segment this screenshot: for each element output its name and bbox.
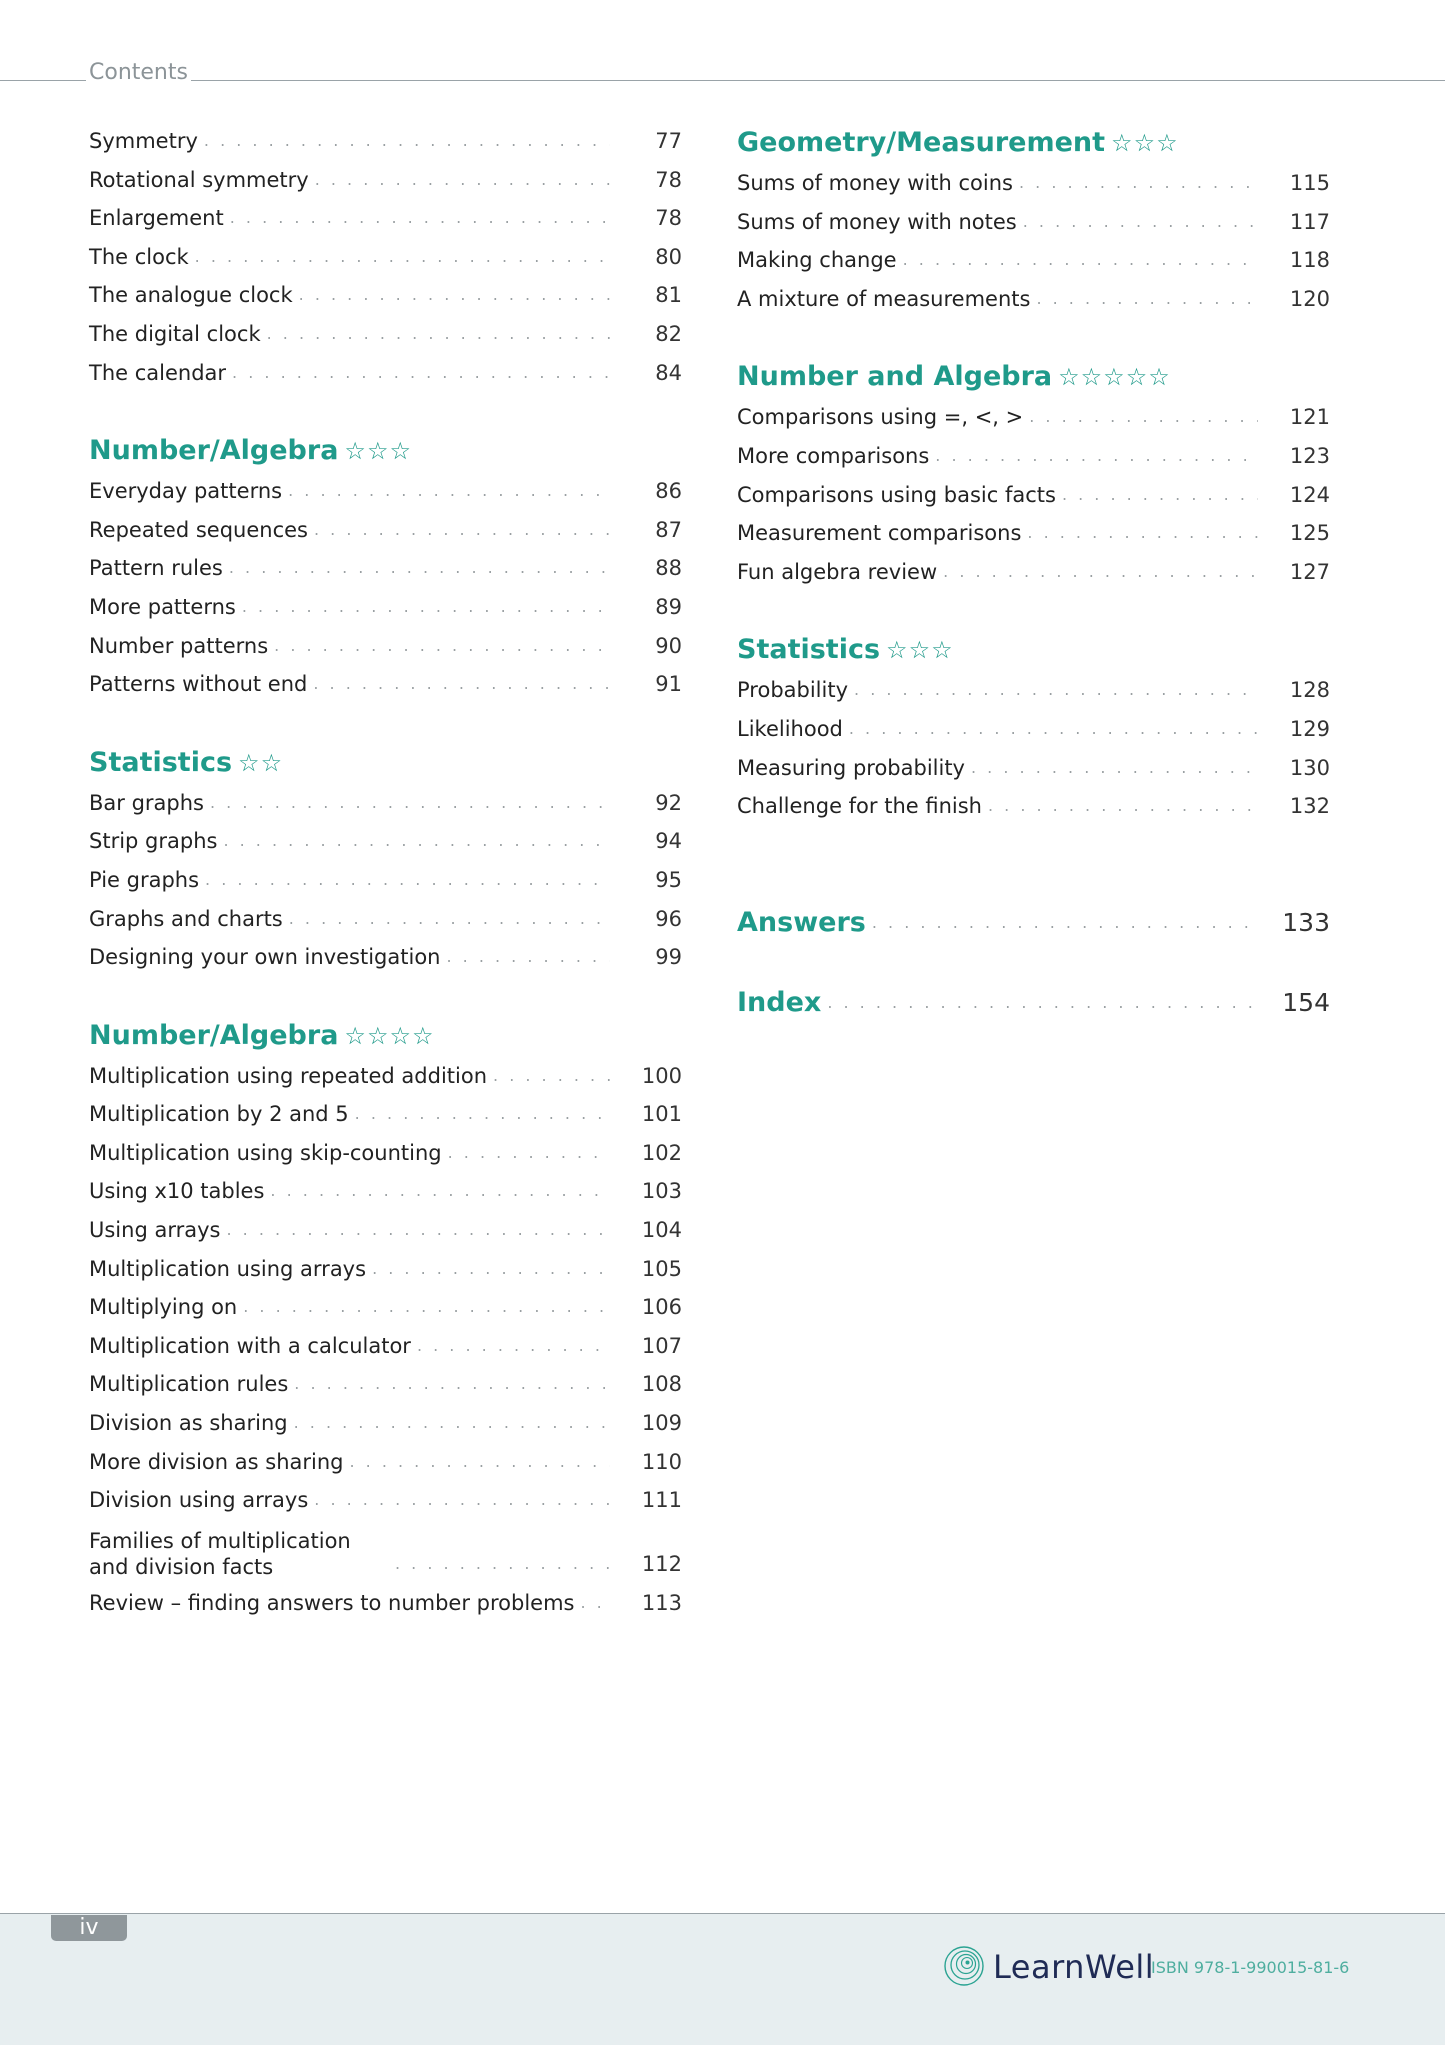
toc-entry-page: 88 <box>655 556 682 581</box>
toc-entry[interactable] <box>89 861 682 900</box>
section-heading <box>737 356 1330 398</box>
section-heading <box>89 1015 682 1057</box>
star-rating-icon: ☆☆☆ <box>886 636 954 665</box>
toc-entry-label: Multiplication using arrays <box>89 1256 367 1281</box>
toc-entry[interactable] <box>89 627 682 666</box>
toc-entry[interactable] <box>89 1211 682 1250</box>
toc-section-number-algebra-4 <box>89 1015 682 1623</box>
dot-leader <box>1019 164 1258 203</box>
toc-entry-label: More comparisons <box>737 443 930 468</box>
toc-entry-label: Multiplication using skip-counting <box>89 1140 442 1165</box>
toc-entry[interactable] <box>89 1288 682 1327</box>
dot-leader <box>210 784 610 823</box>
dot-leader <box>395 1545 610 1584</box>
section-title: Number/Algebra <box>89 1019 339 1051</box>
toc-entry[interactable] <box>89 161 682 200</box>
toc-entry-label: More patterns <box>89 594 236 619</box>
toc-entry[interactable] <box>737 280 1330 319</box>
toc-entry[interactable] <box>89 238 682 277</box>
star-rating-icon: ☆☆☆ <box>344 437 412 466</box>
toc-entry-label: Symmetry <box>89 129 198 153</box>
dot-leader <box>274 627 610 666</box>
toc-entry-label: Review – finding answers to number problems <box>89 1590 575 1615</box>
page-header <box>0 58 1445 88</box>
toc-entry[interactable] <box>89 472 682 511</box>
toc-entry-page: 128 <box>1289 678 1330 703</box>
dot-leader <box>827 981 1258 1025</box>
toc-intro-section <box>89 122 682 392</box>
toc-entry[interactable] <box>737 398 1330 437</box>
section-heading <box>737 122 1330 164</box>
dot-leader <box>349 1443 610 1482</box>
toc-entry-label: Patterns without end <box>89 672 308 697</box>
toc-entry-page: 115 <box>1289 171 1330 195</box>
dot-leader <box>1023 203 1258 242</box>
toc-entry-label: Multiplication rules <box>89 1372 289 1397</box>
toc-entry-label: Fun algebra review <box>737 559 938 584</box>
isbn-text: ISBN 978-1-990015-81-6 <box>1151 1958 1350 1977</box>
toc-entry-page: 101 <box>641 1102 682 1127</box>
toc-entry-label: Comparisons using basic facts <box>737 482 1056 507</box>
toc-entry-page: 118 <box>1289 248 1330 273</box>
toc-entry-page: 77 <box>655 129 682 153</box>
toc-section-number-and-algebra-5 <box>737 356 1330 591</box>
toc-entry-page: 81 <box>655 283 682 308</box>
toc-entry-label: The clock <box>89 244 189 269</box>
toc-entry-page: 103 <box>641 1179 682 1204</box>
toc-entry-label: Index <box>737 986 822 1018</box>
toc-entry-page: 107 <box>641 1333 682 1358</box>
dot-leader <box>229 549 610 588</box>
dot-leader <box>270 1172 610 1211</box>
toc-entry[interactable] <box>737 710 1330 749</box>
page-footer <box>0 1913 1445 2045</box>
toc-entry-label: Sums of money with coins <box>737 171 1013 195</box>
toc-entry-label: Bar graphs <box>89 790 204 815</box>
toc-entry[interactable] <box>737 437 1330 476</box>
toc-entry-page: 86 <box>655 479 682 504</box>
toc-entry-label: Using arrays <box>89 1218 221 1243</box>
dot-leader <box>988 787 1258 826</box>
dot-leader <box>872 901 1258 945</box>
toc-entry-label: Measuring probability <box>737 755 965 780</box>
toc-entry-label: Answers <box>737 906 866 938</box>
toc-entry-label: Number patterns <box>89 633 269 658</box>
toc-entry-page: 130 <box>1289 755 1330 780</box>
toc-entry-page: 82 <box>655 321 682 346</box>
toc-entry[interactable] <box>737 749 1330 788</box>
brand-name: LearnWell <box>993 1948 1155 1986</box>
toc-entry[interactable] <box>737 203 1330 242</box>
toc-entry[interactable] <box>89 665 682 704</box>
toc-entry-page: 92 <box>655 790 682 815</box>
toc-entry-page: 108 <box>641 1372 682 1397</box>
toc-entry-page: 129 <box>1289 716 1330 741</box>
dot-leader <box>417 1327 610 1366</box>
toc-entry-page: 94 <box>655 829 682 854</box>
toc-entry-page: 154 <box>1282 987 1330 1017</box>
toc-entry[interactable] <box>89 900 682 939</box>
toc-entry[interactable] <box>89 1172 682 1211</box>
toc-entry-label: Strip graphs <box>89 829 218 854</box>
dot-leader <box>294 1404 610 1443</box>
dot-leader <box>854 671 1258 710</box>
toc-entry-page: 80 <box>655 244 682 269</box>
toc-entry-page: 95 <box>655 867 682 892</box>
dot-leader <box>1062 476 1258 515</box>
toc-entry[interactable] <box>89 822 682 861</box>
toc-entry-label: Making change <box>737 248 897 273</box>
toc-entry[interactable] <box>89 511 682 550</box>
toc-entry-label: The analogue clock <box>89 283 293 308</box>
toc-entry[interactable] <box>89 122 682 161</box>
section-title: Statistics <box>89 746 233 778</box>
toc-entry-page: 91 <box>655 672 682 697</box>
toc-entry-page: 105 <box>641 1256 682 1281</box>
toc-entry[interactable] <box>737 787 1330 826</box>
header-rule <box>0 80 1445 81</box>
toc-entry-page: 89 <box>655 594 682 619</box>
contents-right-column <box>737 122 1330 1025</box>
toc-entry[interactable] <box>89 1404 682 1443</box>
toc-entry-page: 125 <box>1289 521 1330 546</box>
toc-entry-label: A mixture of measurements <box>737 286 1031 311</box>
page-number-tab: iv <box>51 1915 127 1941</box>
toc-section-geometry-measurement <box>737 122 1330 318</box>
dot-leader <box>1029 398 1258 437</box>
toc-entry[interactable] <box>89 588 682 627</box>
toc-entry[interactable] <box>737 553 1330 592</box>
toc-entry-page: 123 <box>1289 443 1330 468</box>
dot-leader <box>314 511 610 550</box>
dot-leader <box>195 238 610 277</box>
toc-entry-page: 110 <box>641 1449 682 1474</box>
contents-left-column <box>89 122 682 1622</box>
toc-entry[interactable] <box>89 1134 682 1173</box>
toc-entry-page: 96 <box>655 906 682 931</box>
dot-leader <box>446 938 610 977</box>
dot-leader <box>204 122 610 161</box>
toc-entry[interactable] <box>89 938 682 977</box>
toc-entry-index[interactable] <box>737 981 1330 1025</box>
dot-leader <box>935 437 1258 476</box>
toc-entry-label: Pie graphs <box>89 867 200 892</box>
section-title: Statistics <box>737 634 881 666</box>
toc-entry-page: 87 <box>655 517 682 542</box>
toc-entry[interactable] <box>89 199 682 238</box>
toc-entry-page: 133 <box>1282 907 1330 937</box>
toc-section-number-algebra-3 <box>89 430 682 704</box>
toc-entry-label: Families of multiplication and division facts <box>89 1528 351 1579</box>
dot-leader <box>903 241 1258 280</box>
toc-entry[interactable] <box>89 354 682 393</box>
section-title: Geometry/Measurement <box>737 127 1106 158</box>
toc-entry-label: Sums of money with notes <box>737 209 1017 234</box>
toc-entry-label: Pattern rules <box>89 556 223 581</box>
spiral-logo-icon <box>943 1945 985 1987</box>
toc-entry[interactable] <box>89 784 682 823</box>
toc-entry-label: Enlargement <box>89 206 224 231</box>
toc-entry-label: Multiplication by 2 and 5 <box>89 1102 349 1127</box>
toc-entry-page: 100 <box>641 1063 682 1088</box>
toc-entry[interactable] <box>737 164 1330 203</box>
toc-entry-page: 99 <box>655 945 682 970</box>
dot-leader <box>971 749 1258 788</box>
toc-section-statistics-2 <box>89 742 682 977</box>
toc-entry-page: 104 <box>641 1218 682 1243</box>
toc-entry[interactable] <box>89 549 682 588</box>
toc-entry-answers[interactable] <box>737 901 1330 945</box>
section-title: Number and Algebra <box>737 361 1053 393</box>
toc-entry[interactable] <box>89 1584 682 1623</box>
toc-entry-label: Designing your own investigation <box>89 945 441 970</box>
toc-entry-page: 117 <box>1289 209 1330 234</box>
toc-entry-page: 109 <box>641 1411 682 1436</box>
footer-rule <box>0 1913 1445 1914</box>
toc-entry-page: 84 <box>655 360 682 385</box>
dot-leader <box>355 1095 610 1134</box>
section-heading <box>89 430 682 472</box>
dot-leader <box>288 472 610 511</box>
toc-entry-label: Using x10 tables <box>89 1179 265 1204</box>
toc-entry-page: 113 <box>641 1590 682 1615</box>
toc-entry-page: 102 <box>641 1140 682 1165</box>
toc-entry-label: More division as sharing <box>89 1449 344 1474</box>
toc-entry-page: 120 <box>1289 286 1330 311</box>
star-rating-icon: ☆☆☆☆☆ <box>1058 363 1171 392</box>
toc-entry-label: Multiplication using repeated addition <box>89 1063 488 1088</box>
toc-entry[interactable] <box>89 1250 682 1289</box>
toc-entry-page: 127 <box>1289 559 1330 584</box>
toc-entry-page: 106 <box>641 1295 682 1320</box>
dot-leader <box>493 1057 610 1096</box>
toc-entry-label: Graphs and charts <box>89 906 283 931</box>
toc-entry-label: Repeated sequences <box>89 517 308 542</box>
dot-leader <box>294 1365 610 1404</box>
toc-entry[interactable] <box>737 241 1330 280</box>
toc-entry-label: Division using arrays <box>89 1488 309 1513</box>
toc-entry-label: Division as sharing <box>89 1411 288 1436</box>
toc-entry-label: The digital clock <box>89 321 261 346</box>
toc-entry-label: Multiplying on <box>89 1295 238 1320</box>
dot-leader <box>943 553 1258 592</box>
dot-leader <box>299 276 610 315</box>
toc-entry-page: 78 <box>655 167 682 192</box>
toc-entry-page: 90 <box>655 633 682 658</box>
dot-leader <box>289 900 610 939</box>
dot-leader <box>223 822 610 861</box>
dot-leader <box>315 161 610 200</box>
star-rating-icon: ☆☆☆ <box>1111 129 1179 157</box>
toc-entry[interactable] <box>89 315 682 354</box>
dot-leader <box>448 1134 610 1173</box>
dot-leader <box>205 861 610 900</box>
dot-leader <box>372 1250 610 1289</box>
toc-entry[interactable] <box>737 476 1330 515</box>
dot-leader <box>314 1481 610 1520</box>
toc-entry-label: Challenge for the finish <box>737 794 982 819</box>
dot-leader <box>849 710 1258 749</box>
dot-leader <box>230 199 610 238</box>
dot-leader <box>313 665 610 704</box>
toc-entry-label: Likelihood <box>737 716 843 741</box>
dot-leader <box>1036 280 1258 319</box>
toc-entry[interactable] <box>89 1481 682 1520</box>
section-heading <box>89 742 682 784</box>
toc-entry-label: The calendar <box>89 360 227 385</box>
toc-entry[interactable] <box>89 1443 682 1482</box>
toc-entry[interactable] <box>89 1520 682 1584</box>
toc-entry-page: 111 <box>641 1488 682 1513</box>
star-rating-icon: ☆☆ <box>238 748 284 777</box>
section-title: Number/Algebra <box>89 435 339 467</box>
toc-entry[interactable] <box>89 1095 682 1134</box>
toc-entry-label: Everyday patterns <box>89 479 283 504</box>
toc-entry-page: 78 <box>655 206 682 231</box>
section-heading <box>737 629 1330 671</box>
dot-leader <box>242 588 610 627</box>
toc-entry[interactable] <box>89 276 682 315</box>
toc-entry[interactable] <box>737 671 1330 710</box>
toc-entry-page: 121 <box>1289 405 1330 430</box>
toc-entry[interactable] <box>89 1365 682 1404</box>
star-rating-icon: ☆☆☆☆ <box>344 1021 435 1050</box>
toc-entry[interactable] <box>89 1327 682 1366</box>
dot-leader <box>226 1211 610 1250</box>
dot-leader <box>267 315 610 354</box>
dot-leader <box>1027 514 1258 553</box>
toc-entry[interactable] <box>737 514 1330 553</box>
toc-entry-page: 132 <box>1289 794 1330 819</box>
toc-entry-page: 124 <box>1289 482 1330 507</box>
toc-section-statistics-3 <box>737 629 1330 825</box>
toc-entry[interactable] <box>89 1057 682 1096</box>
toc-entry-page: 112 <box>641 1552 682 1577</box>
dot-leader <box>580 1584 610 1623</box>
toc-entry-label: Measurement comparisons <box>737 521 1022 546</box>
toc-entry-label: Probability <box>737 678 849 703</box>
dot-leader <box>243 1288 610 1327</box>
toc-entry-label: Rotational symmetry <box>89 167 309 192</box>
header-title: Contents <box>86 58 191 88</box>
dot-leader <box>232 354 610 393</box>
toc-entry-label: Comparisons using =, <, > <box>737 405 1024 430</box>
toc-entry-label: Multiplication with a calculator <box>89 1333 411 1358</box>
